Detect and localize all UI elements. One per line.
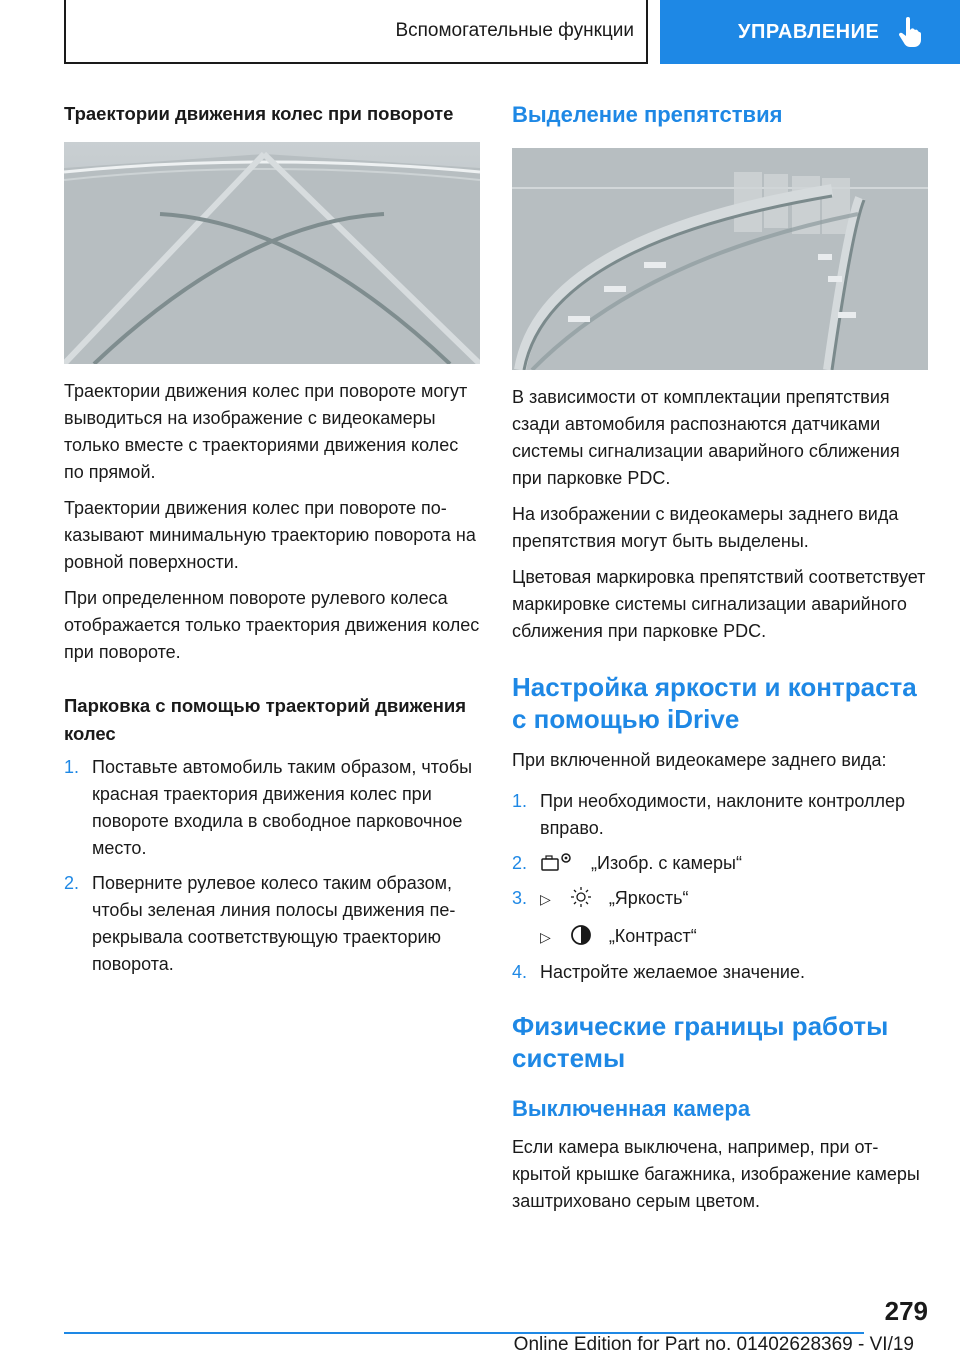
heading-brightness-contrast: Настройка яркости и контраста с помощью iDrive bbox=[512, 672, 917, 734]
step-text: Поверните рулевое колесо таким образом, чтобы зеленая линия полосы движения перекрывала соответствующую траекторию поворота. bbox=[92, 873, 456, 974]
step-number: 2. bbox=[64, 873, 80, 893]
parking-steps-list bbox=[64, 754, 480, 978]
step-number: 1. bbox=[512, 791, 528, 811]
heading-obstacle-marking: Выделение препятствия bbox=[512, 102, 783, 127]
header-section-title bbox=[64, 0, 648, 64]
camera-settings-icon bbox=[540, 851, 574, 873]
paragraph-4: В зависимости от комплектации препятствия сзади автомобиля распознаются датчиками системы сигнализации аварийного сближения при парковке PDC. bbox=[512, 387, 900, 488]
triangle-arrow-icon: ▷ bbox=[540, 929, 551, 945]
step-text: „Яркость“ bbox=[608, 888, 689, 908]
brightness-icon bbox=[570, 886, 592, 908]
idrive-intro: При включенной видеокамере заднего вида: bbox=[512, 750, 887, 770]
triangle-arrow-icon: ▷ bbox=[540, 891, 551, 907]
camera-obstacle-marking-image bbox=[512, 148, 928, 370]
brightness-steps-list bbox=[512, 788, 928, 986]
list-item bbox=[512, 788, 928, 842]
step-number: 2. bbox=[512, 853, 528, 873]
paragraph-7: Если камера выключена, например, при открытой крышке багажника, изображение камеры заштриховано серым цветом. bbox=[512, 1137, 920, 1211]
step-text: Настройте желаемое значение. bbox=[540, 962, 805, 982]
list-item bbox=[64, 754, 480, 862]
list-item bbox=[512, 959, 928, 986]
list-item bbox=[64, 870, 480, 978]
paragraph-6: Цветовая маркировка препятствий соответствует маркировке системы сигнализации аварийного сближения при парковке PDC. bbox=[512, 567, 926, 641]
step-text: „Изобр. с камеры“ bbox=[591, 853, 742, 873]
heading-system-limits: Физические границы работы системы bbox=[512, 1011, 889, 1073]
list-item bbox=[512, 885, 928, 951]
step-text: При необходимости, наклоните контроллер вправо. bbox=[540, 791, 906, 838]
header-chapter-tab bbox=[660, 0, 960, 64]
section-title: Вспомогательные функции bbox=[395, 20, 634, 41]
footer-edition: Online Edition for Part no. 01402628369 - VI/19 bbox=[513, 1334, 914, 1355]
paragraph-5: На изображении с видеокамеры заднего вида препятствия могут быть выделены. bbox=[512, 504, 899, 551]
heading-turning-trajectories: Траектории движения колес при повороте bbox=[64, 103, 454, 124]
paragraph-1: Траектории движения колес при повороте могут выводиться на изображение с видеокамеры только вместе с траекториями движения колес по прямой. bbox=[64, 381, 468, 482]
chapter-title: УПРАВЛЕНИЕ bbox=[738, 20, 880, 43]
right-column bbox=[512, 100, 928, 1224]
paragraph-3: При определенном повороте рулевого колеса отображается только траектория движения колес при повороте. bbox=[64, 588, 480, 662]
heading-parking-trajectories: Парковка с помощью траекторий движения колес bbox=[64, 695, 467, 744]
step-number: 4. bbox=[512, 962, 528, 982]
step-number: 1. bbox=[64, 757, 80, 777]
step-number: 3. bbox=[512, 888, 528, 908]
step-text: „Контраст“ bbox=[608, 926, 697, 946]
left-column bbox=[64, 100, 480, 986]
paragraph-2: Траектории движения колес при повороте показывают минимальную траекторию поворота на ровной поверхности. bbox=[64, 498, 476, 572]
contrast-icon bbox=[570, 924, 592, 946]
step-text: Поставьте автомобиль таким образом, чтобы красная траектория движения колес при повороте входила в свободное парковочное место. bbox=[92, 757, 473, 858]
list-item bbox=[512, 850, 928, 877]
camera-turning-trajectory-image bbox=[64, 142, 480, 364]
page-number: 279 bbox=[884, 1296, 928, 1326]
hand-pointer-icon bbox=[897, 17, 923, 47]
heading-camera-off: Выключенная камера bbox=[512, 1096, 751, 1121]
